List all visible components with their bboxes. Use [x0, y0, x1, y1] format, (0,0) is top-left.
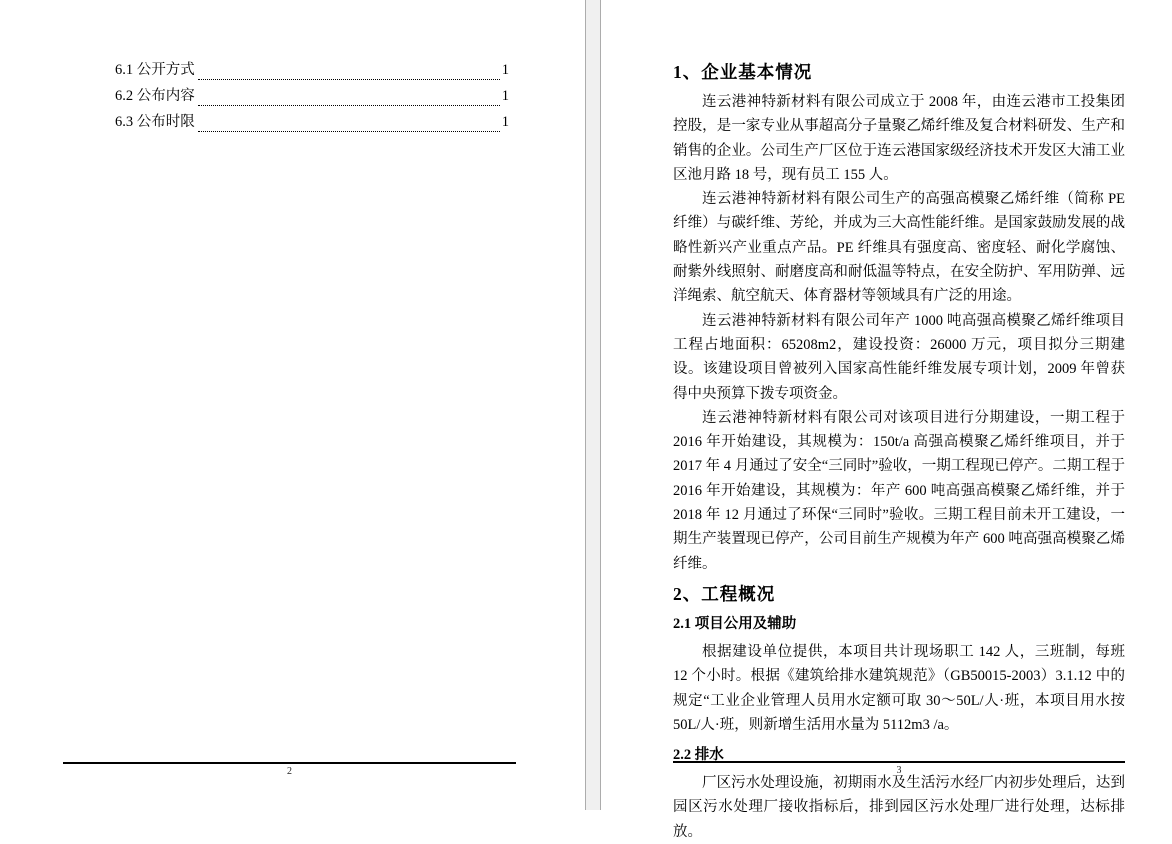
document-body — [673, 54, 1125, 844]
toc-entry-page-number: 1 — [501, 88, 509, 104]
page-number: 2 — [287, 766, 292, 777]
toc-entry-label: 6.3 公布时限 — [115, 114, 195, 130]
toc-entry-page-number: 1 — [501, 114, 509, 130]
paragraph-water-usage: 根据建设单位提供，本项目共计现场职工 142 人，三班制，每班 12 个小时。根据《建筑给排水建筑规范》（GB50015-2003）3.1.12 中的规定“工业企业管理人员用水定额可取 30～50L/人·班，本项目用水按 50L/人·班，则新增生活用水量为 5112m3 /a。 — [673, 643, 1125, 733]
toc-dot-leader — [198, 79, 500, 80]
toc-entry-label: 6.2 公布内容 — [115, 88, 195, 104]
document-page-2 — [0, 0, 585, 810]
toc-entry-6-2[interactable] — [115, 84, 509, 110]
paragraph-company-founding: 连云港神特新材料有限公司成立于 2008 年，由连云港市工投集团控股，是一家专业从事超高分子量聚乙烯纤维及复合材料研发、生产和销售的企业。公司生产厂区位于连云港国家级经济技术开发区大浦工业区池月路 18 号，现有员工 155 人。 — [673, 94, 1125, 183]
toc-entry-page-number: 1 — [501, 62, 509, 78]
toc-entry-6-1[interactable] — [115, 58, 509, 84]
paragraph-project-investment: 连云港神特新材料有限公司年产 1000 吨高强高模聚乙烯纤维项目工程占地面积：65208m2，建设投资：26000 万元，项目拟分三期建设。该建设项目曾被列入国家高性能纤维发展专项计划，2009 年曾获得中央预算下拨专项资金。 — [673, 312, 1125, 402]
subsection-heading-2-2-drainage: 2.2 排水 — [673, 747, 724, 764]
paragraph-pe-fiber-description: 连云港神特新材料有限公司生产的高强高模聚乙烯纤维（简称 PE 纤维）与碳纤维、芳纶，并成为三大高性能纤维。是国家鼓励发展的战略性新兴产业重点产品。PE 纤维具有强度高、密度轻、耐化学腐蚀、耐紫外线照射、耐磨度高和耐低温等特点，在安全防护、军用防弹、远洋绳索、航空航天、体育器材等领域具有广泛的用途。 — [673, 191, 1125, 305]
page-number: 3 — [896, 765, 902, 776]
toc-dot-leader — [198, 131, 500, 132]
page-gap — [585, 0, 601, 810]
toc-dot-leader — [198, 105, 500, 106]
document-page-3 — [601, 0, 1172, 840]
footer-rule — [63, 762, 516, 764]
section-heading-2-project-overview: 2、工程概况 — [673, 583, 776, 604]
section-heading-1-company-overview: 1、企业基本情况 — [673, 62, 813, 82]
subsection-heading-2-1-utilities: 2.1 项目公用及辅助 — [673, 615, 797, 632]
toc-entry-6-3[interactable] — [115, 110, 509, 136]
paragraph-project-phases: 连云港神特新材料有限公司对该项目进行分期建设，一期工程于 2016 年开始建设，其规模为：150t/a 高强高模聚乙烯纤维项目，并于 2017 年 4 月通过了安全“三同时”验收，一期工程现已停产。二期工程于 2016 年开始建设，其规模为：年产 600 吨高强高模聚乙烯纤维，并于 2018 年 12 月通过了环保“三同时”验收。三期工程目前未开工建设，一期生产装置现已停产，公司目前生产规模为年产 600 吨高强高模聚乙烯纤维。 — [673, 409, 1125, 572]
footer-rule — [673, 761, 1125, 763]
paragraph-wastewater-treatment: 厂区污水处理设施，初期雨水及生活污水经厂内初步处理后，达到园区污水处理厂接收指标后，排到园区污水处理厂进行处理，达标排放。 — [673, 775, 1125, 840]
table-of-contents — [115, 58, 509, 136]
toc-entry-label: 6.1 公开方式 — [115, 62, 195, 78]
